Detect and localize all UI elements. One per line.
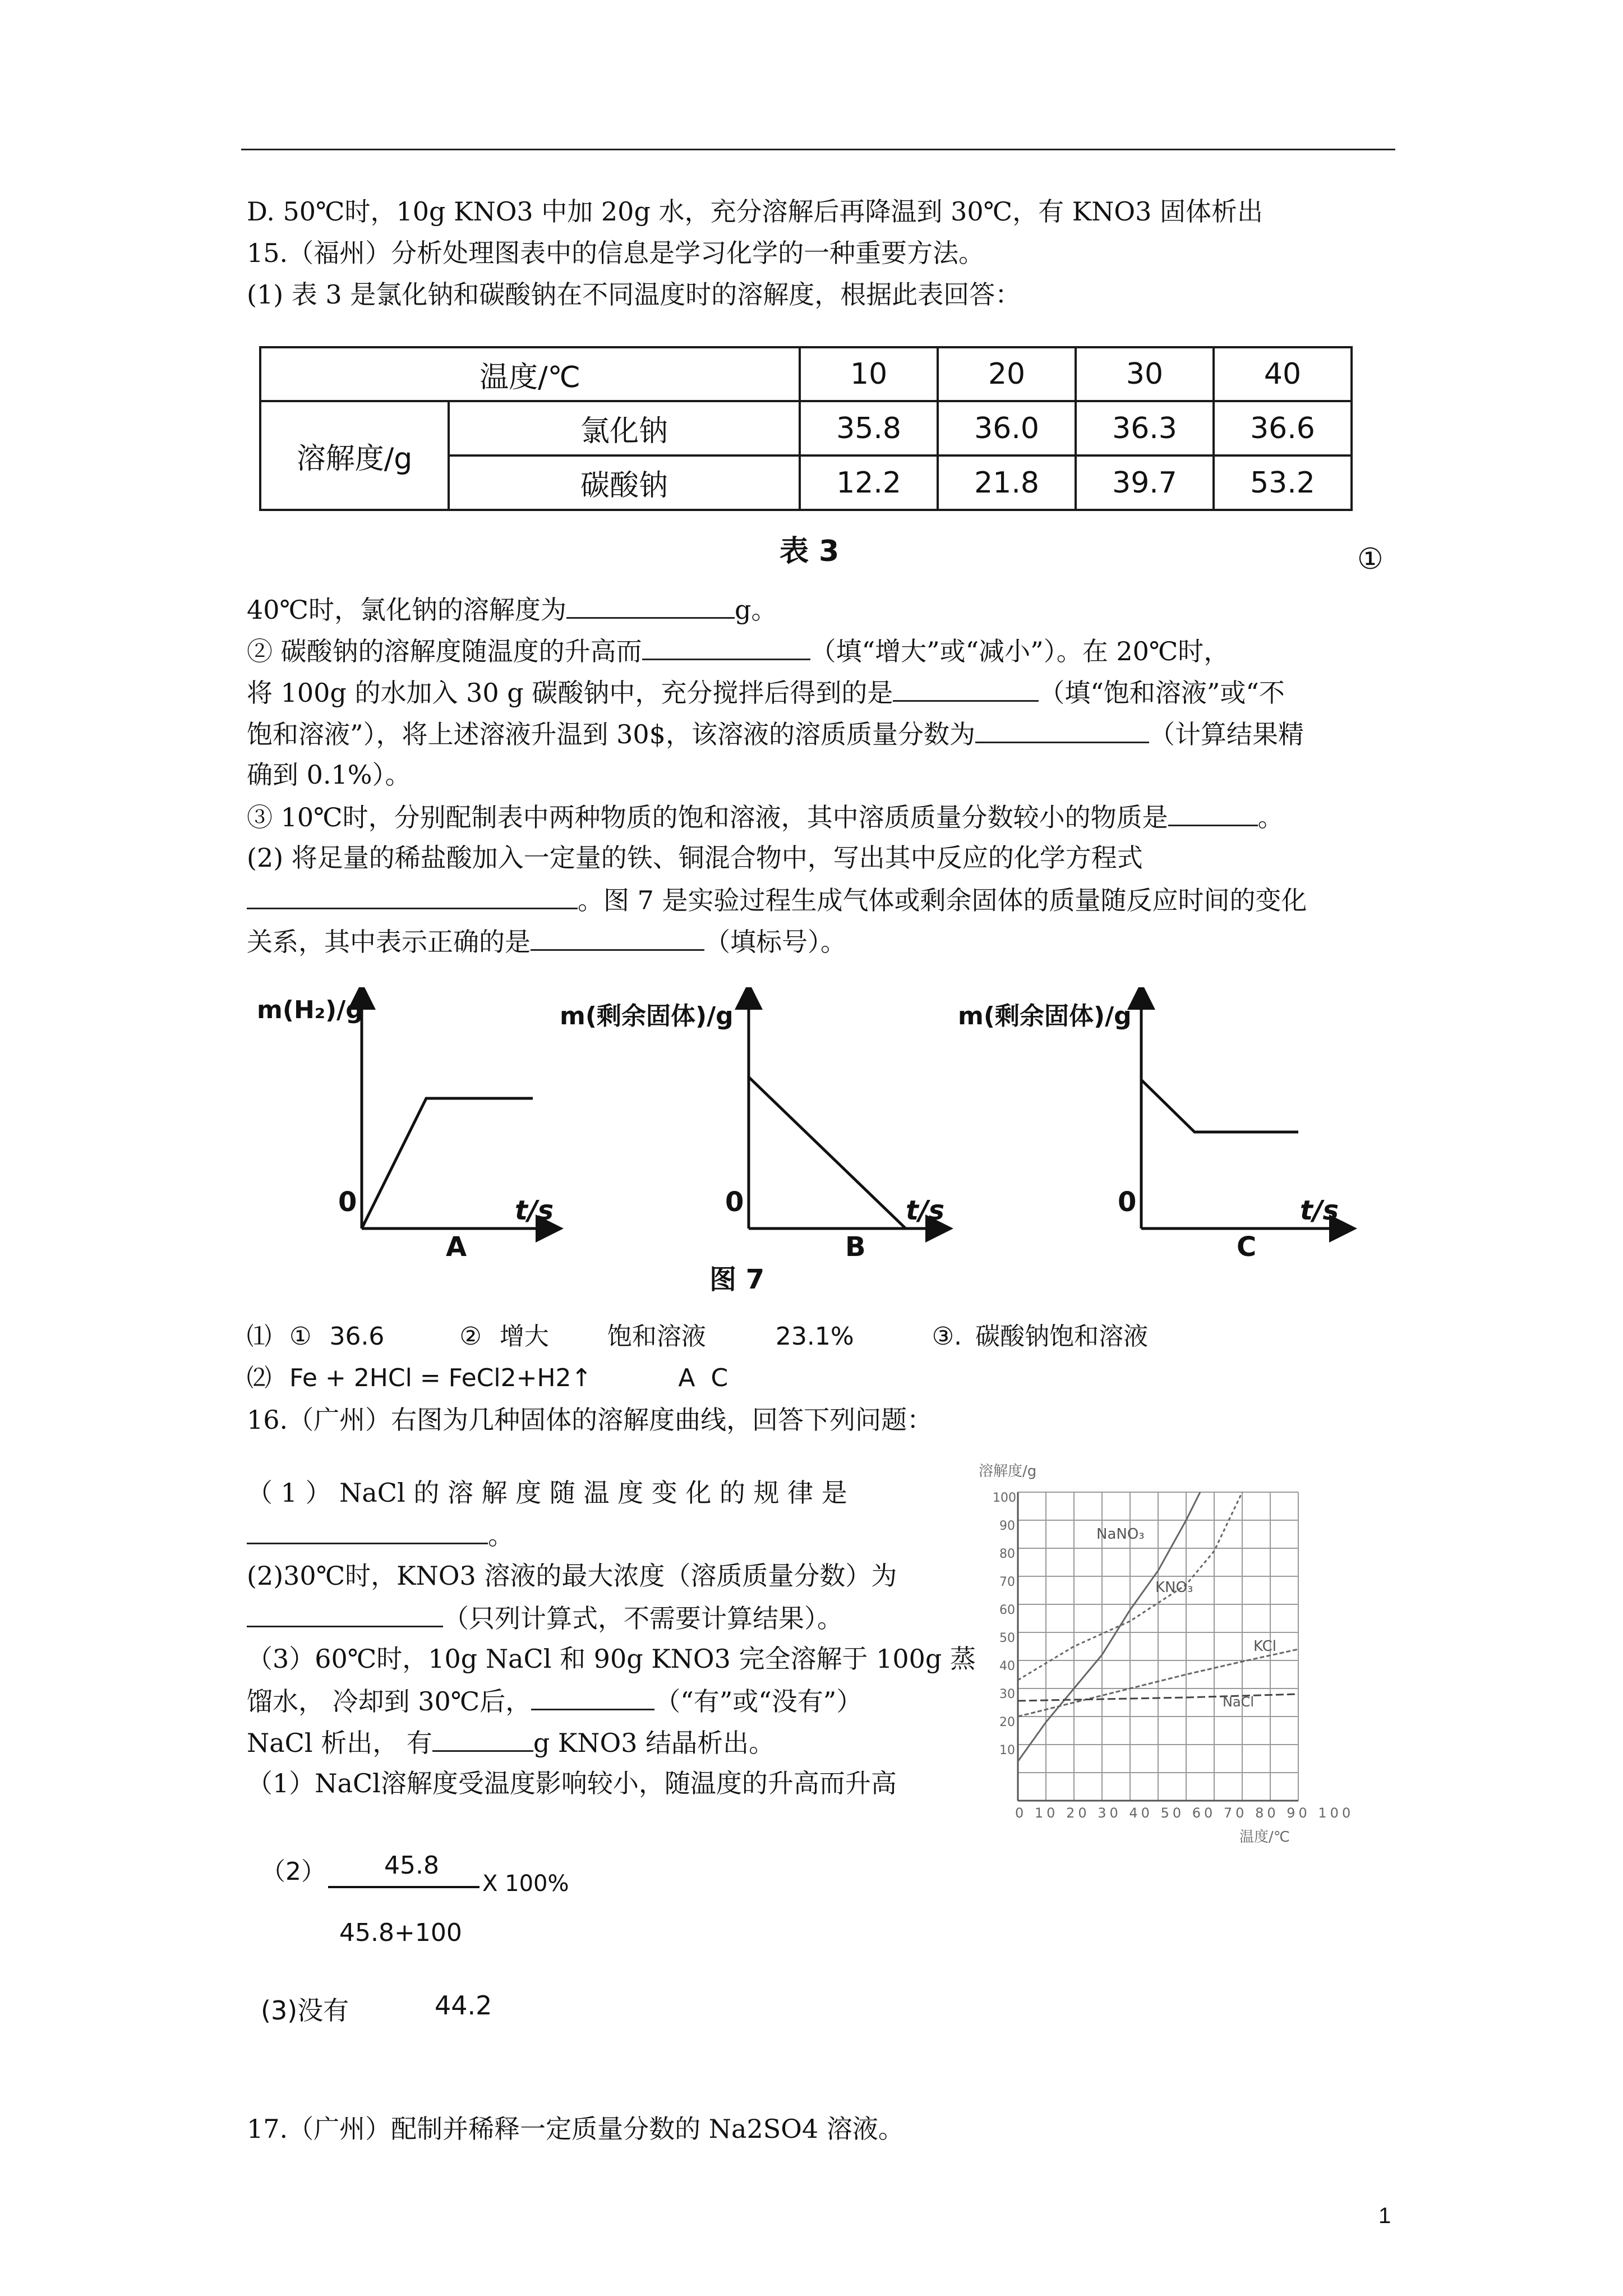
table-head-temp: 温度/℃ [260, 347, 800, 401]
text: （填“饱和溶液”或“不 [1039, 678, 1285, 708]
row-name-na2co3: 碳酸钠 [449, 455, 800, 510]
cell: 35.8 [800, 401, 938, 455]
graph-b-ylabel: m(剩余固体)/g [560, 1002, 734, 1030]
text: 。图 7 是实验过程生成气体或剩余固体的质量随反应时间的变化 [578, 885, 1307, 915]
y-tick: 40 [999, 1659, 1015, 1673]
text: g。 [735, 595, 777, 625]
text: Fe + 2HCl = FeCl2+H2↑ [289, 1364, 592, 1392]
text: 饱和溶液 [607, 1322, 706, 1351]
label-nacl: NaCl [1223, 1694, 1255, 1710]
q15-line3 [247, 671, 1285, 714]
text: 馏水， 冷却到 30℃后， [247, 1686, 532, 1717]
q15-line7: (2) 将足量的稀盐酸加入一定量的铁、铜混合物中，写出其中反应的化学方程式 [247, 843, 1143, 873]
q16-answer-2-numerator: 45.8 [384, 1851, 439, 1880]
answer-blank[interactable] [642, 629, 810, 660]
answer-blank[interactable] [893, 671, 1039, 702]
q15-line8 [247, 878, 1307, 921]
graph-xlabel: 温度/℃ [1239, 1829, 1290, 1846]
label-nano3: NaNO₃ [1096, 1526, 1145, 1543]
graph-c-origin: 0 [1118, 1186, 1137, 1218]
cell: 36.6 [1214, 401, 1352, 455]
q15-line2 [247, 629, 1229, 672]
graph-x-ticks: 0 10 20 30 40 50 60 70 80 90 100 [1015, 1805, 1354, 1821]
text: A C [678, 1364, 728, 1392]
text: （计算结果精 [1149, 719, 1304, 749]
cell: 53.2 [1214, 455, 1352, 510]
q16-sub3b [247, 1680, 862, 1722]
q16-sub3: （3）60℃时，10g NaCl 和 90g KNO3 完全溶解于 100g 蒸 [247, 1644, 976, 1674]
figure-7 [247, 987, 1368, 1268]
graph-b-origin: 0 [725, 1186, 744, 1218]
y-tick: 80 [999, 1547, 1015, 1561]
text: 。 [488, 1520, 514, 1550]
graph-b-xlabel: t/s [906, 1195, 945, 1226]
temp-20: 20 [938, 347, 1076, 401]
text: 23.1% [775, 1322, 854, 1351]
text: ⑴ [247, 1322, 271, 1351]
graph-y-ticks [993, 1484, 1015, 1765]
text: ② [459, 1322, 482, 1351]
page-number: 1 [1378, 2203, 1391, 2228]
text: 。 [1257, 802, 1284, 832]
text: （填“增大”或“减小”）。在 20℃时， [810, 636, 1230, 666]
q15-line9 [247, 920, 846, 963]
q16-answer-2-times: X 100% [482, 1871, 569, 1897]
q16-sub2: (2)30℃时，KNO3 溶液的最大浓度（溶质质量分数）为 [247, 1561, 897, 1591]
q16-stem: 16.（广州）右图为几种固体的溶解度曲线，回答下列问题： [247, 1405, 933, 1435]
answer-blank[interactable] [432, 1721, 533, 1752]
temp-10: 10 [800, 347, 938, 401]
y-tick: 10 [999, 1743, 1015, 1757]
q15-line4 [247, 712, 1304, 755]
q15-line5: 确到 0.1%）。 [247, 760, 411, 790]
text: ③ 10℃时，分别配制表中两种物质的饱和溶液，其中溶质质量分数较小的物质是 [247, 802, 1168, 832]
temp-30: 30 [1076, 347, 1214, 401]
fraction-bar [328, 1886, 479, 1888]
text: 碳酸钠饱和溶液 [975, 1322, 1149, 1351]
q16-answer-2-prefix: （2） [261, 1857, 326, 1886]
row-name-nacl: 氯化钠 [449, 401, 800, 455]
text: ⑵ [247, 1364, 271, 1392]
y-tick: 50 [999, 1631, 1015, 1645]
text: 40℃时，氯化钠的溶解度为 [247, 595, 566, 625]
text: （“有”或“没有”） [654, 1686, 863, 1717]
q15-line6 [247, 795, 1284, 838]
y-tick: 70 [999, 1575, 1015, 1589]
graph-c-ylabel: m(剩余固体)/g [958, 1002, 1132, 1030]
q15-answer-2 [247, 1358, 728, 1399]
y-tick: 30 [999, 1687, 1015, 1701]
q16-answer-3-value: 44.2 [435, 1990, 492, 2021]
text: ② 碳酸钠的溶解度随温度的升高而 [247, 636, 642, 666]
graph-c-curve [1141, 1080, 1298, 1132]
header-rule [241, 149, 1395, 150]
q16-sub1: （ 1 ） NaCl 的 溶 解 度 随 温 度 变 化 的 规 律 是 [247, 1478, 847, 1508]
q15-stem: 15.（福州）分析处理图表中的信息是学习化学的一种重要方法。 [247, 238, 985, 268]
cell: 21.8 [938, 455, 1076, 510]
figure-7-caption: 图 7 [709, 1264, 765, 1295]
graph-ylabel: 溶解度/g [979, 1463, 1037, 1480]
graph-a-label: A [446, 1231, 467, 1263]
q15-answer-1 [247, 1316, 1148, 1358]
text: g KNO3 结晶析出。 [533, 1728, 775, 1758]
label-kcl: KCl [1253, 1638, 1277, 1655]
answer-blank[interactable] [247, 1596, 443, 1627]
text: 将 100g 的水加入 30 g 碳酸钠中，充分搅拌后得到的是 [247, 678, 893, 708]
circle-1: ① [1357, 542, 1384, 576]
y-tick: 20 [999, 1715, 1015, 1729]
graph-c-label: C [1237, 1231, 1257, 1263]
cell: 12.2 [800, 455, 938, 510]
text: NaCl 析出， 有 [247, 1728, 432, 1758]
answer-blank[interactable] [566, 588, 735, 619]
q16-sub1-blank [247, 1513, 514, 1556]
q16-answer-1: （1）NaCl溶解度受温度影响较小，随温度的升高而升高 [247, 1768, 897, 1798]
answer-blank[interactable] [247, 1513, 488, 1544]
answer-blank[interactable] [531, 920, 704, 951]
text: ③. [932, 1322, 962, 1351]
graph-b-label: B [845, 1231, 866, 1263]
q15-part1: (1) 表 3 是氯化钠和碳酸钠在不同温度时的溶解度，根据此表回答： [247, 279, 1021, 310]
graph-a-xlabel: t/s [515, 1195, 554, 1226]
graph-a-ylabel: m(H₂)/g [257, 996, 363, 1024]
y-tick: 90 [999, 1519, 1015, 1533]
answer-blank[interactable] [247, 878, 578, 909]
cell: 39.7 [1076, 455, 1214, 510]
text: 关系，其中表示正确的是 [247, 927, 531, 957]
y-tick: 60 [999, 1603, 1015, 1617]
q15-line1 [247, 588, 777, 631]
graph-a-curve [362, 1098, 533, 1228]
answer-blank[interactable] [531, 1680, 654, 1710]
table-caption: 表 3 [780, 535, 840, 568]
text: ① [289, 1322, 312, 1351]
text: 增大 [499, 1322, 549, 1351]
solubility-table [259, 346, 1353, 511]
q16-answer-3-prefix: (3)没有 [261, 1995, 349, 2026]
q16-sub2b [247, 1596, 843, 1639]
cell: 36.0 [938, 401, 1076, 455]
solubility-curve-graph [976, 1458, 1324, 1851]
y-tick: 100 [993, 1491, 1016, 1505]
graph-b-curve [749, 1077, 906, 1228]
text: （只列计算式，不需要计算结果）。 [443, 1603, 843, 1634]
label-kno3: KNO₃ [1155, 1579, 1193, 1596]
q16-answer-2-denominator: 45.8+100 [339, 1918, 462, 1947]
answer-blank[interactable] [1168, 795, 1258, 826]
table-group-label: 溶解度/g [260, 401, 449, 510]
q17-stem: 17.（广州）配制并稀释一定质量分数的 Na2SO4 溶液。 [247, 2114, 904, 2144]
text: （填标号）。 [704, 927, 846, 957]
text: 饱和溶液”），将上述溶液升温到 30$，该溶液的溶质质量分数为 [247, 719, 975, 749]
answer-blank[interactable] [975, 712, 1149, 743]
cell: 36.3 [1076, 401, 1214, 455]
option-d: D. 50℃时，10g KNO3 中加 20g 水，充分溶解后再降温到 30℃，有 KNO3 固体析出 [247, 196, 1263, 227]
graph-a-origin: 0 [338, 1186, 357, 1218]
graph-c-xlabel: t/s [1300, 1195, 1339, 1226]
q16-sub3c [247, 1721, 774, 1764]
text: 36.6 [329, 1322, 385, 1351]
temp-40: 40 [1214, 347, 1352, 401]
